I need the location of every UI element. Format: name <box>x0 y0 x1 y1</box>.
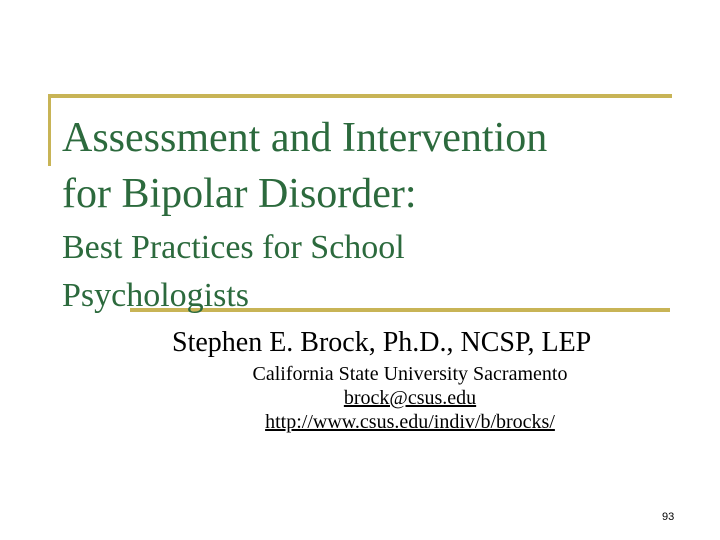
slide-subtitle <box>62 224 662 320</box>
slide-subtitle-line-1: Best Practices for School <box>62 229 405 266</box>
contact-information <box>200 362 620 434</box>
slide-title <box>62 110 662 222</box>
author-name: Stephen E. Brock, Ph.D., NCSP, LEP <box>172 327 592 358</box>
email-link[interactable]: brock@csus.edu <box>343 387 477 409</box>
slide-title-line-2: for Bipolar Disorder: <box>62 171 417 217</box>
university-affiliation: California State University Sacramento <box>252 363 568 385</box>
page-number: 93 <box>662 511 675 523</box>
slide-subtitle-line-2: Psychologists <box>62 277 250 314</box>
title-left-rule <box>48 94 51 166</box>
title-top-rule <box>48 94 672 98</box>
website-link[interactable]: http://www.csus.edu/indiv/b/brocks/ <box>265 411 555 433</box>
slide-title-line-1: Assessment and Intervention <box>62 115 548 161</box>
